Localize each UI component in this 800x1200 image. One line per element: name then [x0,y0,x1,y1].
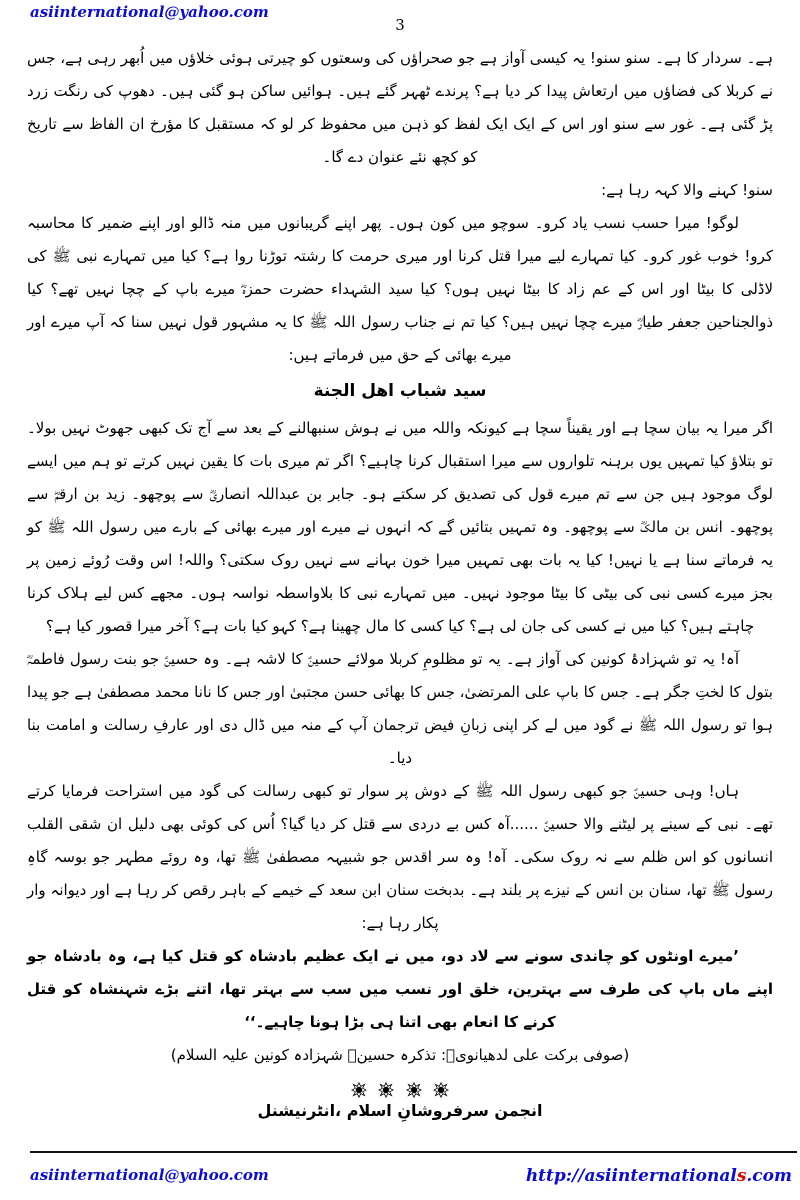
ornament-row [27,1080,773,1099]
attribution-line: (صوفی برکت علی لدھیانویؒ: تذکرہ حسینؑ شہزادہ کونین علیہ السلام) [170,1045,630,1064]
paragraph-testimony: اگر میرا یہ بیان سچا ہے اور یقیناً سچا ہے کیونکہ واللہ میں نے ہوش سنبھالنے کے بعد سے آج تک کبھی جھوٹ نہیں بولا۔ تو بتلاؤ کیا تمہیں یوں برہنہ تلواروں سے میرا استقبال کرنا چاہیے؟ اگر تم میری بات کا یقین نہیں کرتے تو ہم میں ایسے لوگ موجود ہیں جن سے تم میرے قول کی تصدیق کر سکتے ہو۔ جابر بن عبداللہ انصاریؓ سے پوچھو۔ زید بن ارقمؓ سے پوچھو۔ انس بن مالکؓ سے پوچھو۔ وہ تمہیں بتائیں گے کہ انہوں نے میرے اور میرے بھائی کے بارے میں رسول اللہ ﷺ کو یہ فرماتے سنا ہے یا نہیں! کیا یہ بات بھی تمہیں میرا خون بہانے سے نہیں روک سکتی؟ واللہ! اس وقت رُوئے زمین پر بجز میرے کسی نبی کی بیٹی کا بیٹا موجود نہیں۔ میں تمہارے نبی کا بلاواسطہ نواسہ ہوں۔ مجھے کس لیے ہلاک کرنا چاہتے ہیں؟ کیا میں نے کسی کی جان لی ہے؟ کیا کسی کا مال چھینا ہے؟ کہو کیا بات ہے؟ آخر میرا قصور کیا ہے؟ [27,418,773,635]
footer-url-prefix: http://asiinternational [525,1166,737,1186]
organization-name: انجمن سرفروشانِ اسلام ،انٹرنیشنل [257,1100,543,1120]
star-rosette-icon [433,1082,449,1098]
header-email-link[interactable]: asiinternational@yahoo.com [30,3,269,21]
paragraph-martyrdom: ہاں! وہی حسینؑ جو کبھی رسول اللہ ﷺ کے دوش پر سوار تو کبھی رسالت کی گود میں استراحت فرمایا کرتے تھے۔ نبی کے سینے پر لیٹنے والا حسینؑ ......آہ کس بے دردی سے قتل کر دیا گیا؟ اُس کی کوئی بھی دلیل ان شقی القلب انسانوں کو اس ظلم سے نہ روک سکی۔ آہ! وہ سر اقدس جو شبیہہ مصطفیٰ ﷺ تھا، وہ روئے مطہر جو بوسہ گاہِ رسول ﷺ تھا، سنان بن انس کے نیزے پر بلند ہے۔ بدبخت سنان ابن سعد کے خیمے کے باہر رقص کر رہا ہے اور دیوانہ وار پکار رہا ہے: [27,781,773,932]
section-heading: سید شباب اهل الجنة [313,381,487,401]
page-number: 3 [395,16,405,34]
footer-url-link[interactable] [526,1166,792,1186]
star-rosette-icon [406,1082,422,1098]
paragraph-lament: آہ! یہ تو شہزادۂ کونین کی آواز ہے۔ یہ تو مظلومِ کربلا مولائے حسینؑ کا لاشہ ہے۔ وہ حسینؑ جو بنت رسول فاطمہؓ بتول کا لختِ جگر ہے۔ جس کا باپ علی المرتضیٰ، جس کا بھائی حسن مجتبیٰ اور جس کا نانا محمد مصطفیٰ ہے جو پیدا ہوا تو رسول اللہ ﷺ نے گود میں لے کر اپنی زبانِ فیض ترجمان آپ کے منہ میں ڈال دی اور عارفِ رسالت و امامت بنا دیا۔ [27,649,773,767]
star-rosette-icon [378,1082,394,1098]
footer-url-suffix: .com [746,1166,792,1186]
footer-email-link[interactable]: asiinternational@yahoo.com [30,1166,269,1184]
footer-url-highlight: s [736,1166,747,1186]
star-rosette-icon [351,1082,367,1098]
paragraph-quote: ’میرے اونٹوں کو چاندی سونے سے لاد دو، میں نے ایک عظیم بادشاہ کو قتل کیا ہے، وہ بادشاہ جو اپنے ماں باپ کی طرف سے بہترین، خلق اور نسب میں سب سے بہتر تھا، اتنے بڑے شہنشاہ کو قتل کرنے کا انعام بھی اتنا ہی بڑا ہونا چاہیے۔‘‘ [27,946,773,1031]
paragraph-announcer: سنو! کہنے والا کہہ رہا ہے: [601,181,773,199]
paragraph-address: لوگو! میرا حسب نسب یاد کرو۔ سوچو میں کون ہوں۔ پھر اپنے گریبانوں میں منہ ڈالو اور اپنے ضمیر کا محاسبہ کرو! خوب غور کرو۔ کیا تمہارے لیے میرا قتل کرنا اور میری حرمت کا رشتہ توڑنا روا ہے؟ کیا میں تمہارے نبی ﷺ کی لاڈلی کا بیٹا اور اس کے عم زاد کا بیٹا نہیں ہوں؟ کیا سید الشہداء حضرت حمزہؓ میرے باپ کے چچا نہیں تھے؟ کیا ذوالجناحین جعفر طیارؓ میرے چچا نہیں ہیں؟ کیا تم نے جناب رسول اللہ ﷺ کا یہ مشہور قول نہیں سنا کہ آپ میرے اور میرے بھائی کے حق میں فرماتے ہیں: [27,214,773,364]
paragraph-intro: ہے۔ سردار کا ہے۔ سنو سنو! یہ کیسی آواز ہے جو صحراؤں کی وسعتوں کو چیرتی ہوئی خلاؤں میں اُبھر رہی ہے، جس نے کربلا کی فضاؤں میں ارتعاش پیدا کر دیا ہے؟ پرندے ٹھہر گئے ہیں۔ ہوائیں ساکن ہو گئی ہیں۔ دھوپ کی رنگت زرد پڑ گئی ہے۔ غور سے سنو اور اس کے ایک ایک لفظ کو ذہن میں محفوظ کر لو کہ مستقبل کا مؤرخ ان الفاظ سے تاریخ کو کچھ نئے عنوان دے گا۔ [27,49,773,166]
footer-divider [30,1151,797,1153]
document-body [27,42,773,1120]
